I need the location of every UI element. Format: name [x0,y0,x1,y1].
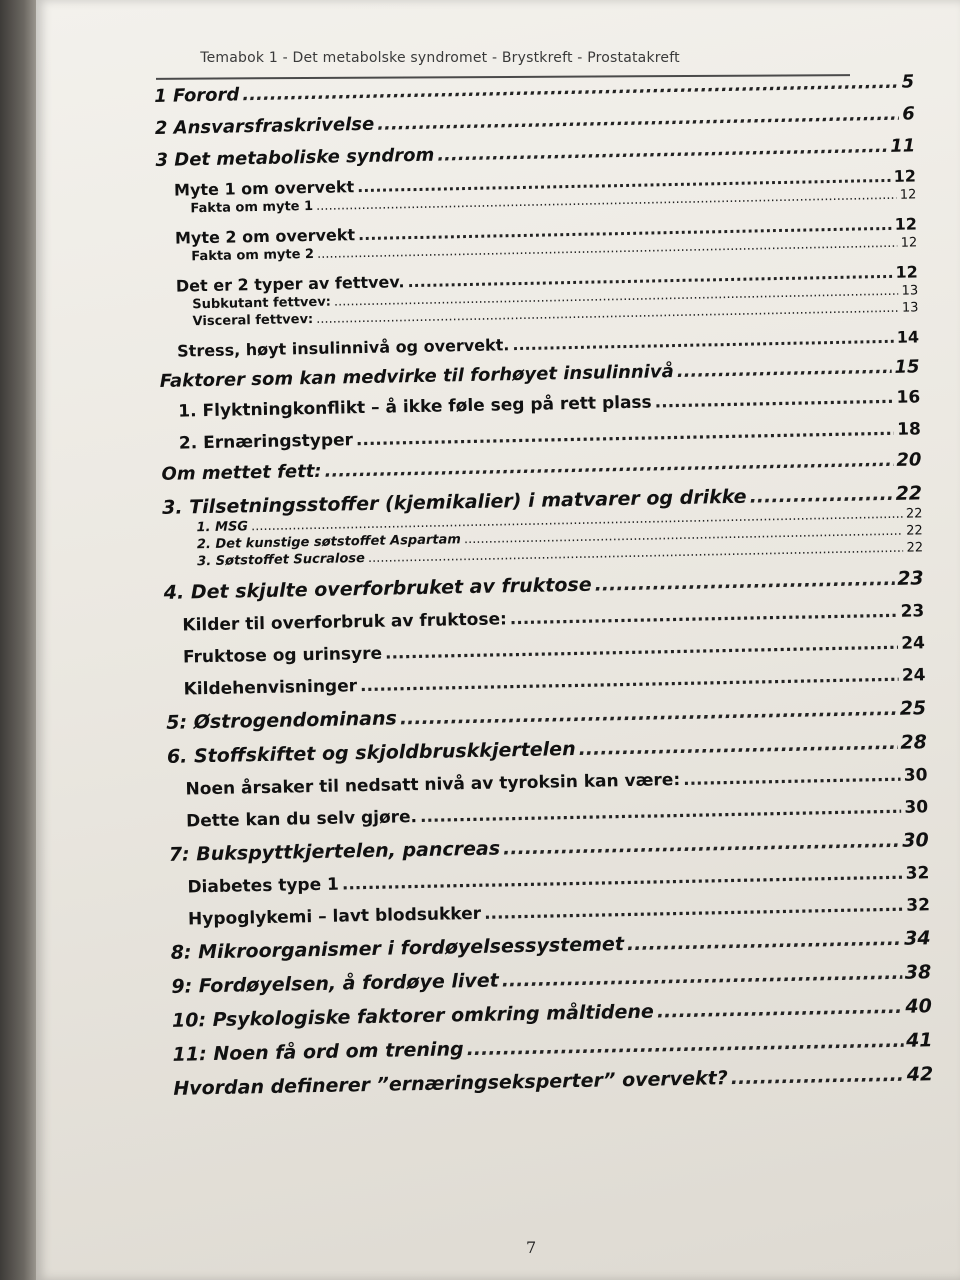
dot-leader [437,136,887,166]
dot-leader [683,766,901,790]
toc-entry-title: 4. Det skjulte overforbruket av fruktose [163,573,592,604]
dot-leader [385,634,899,664]
toc-entry-page: 18 [896,419,922,440]
toc-entry-page: 24 [901,633,926,654]
toc-entry [159,327,919,361]
toc-entry-page: 24 [901,665,926,686]
toc-entry-page: 30 [903,765,928,786]
dot-leader [655,388,894,413]
toc-entry-page: 23 [897,567,924,590]
dot-leader [594,568,894,596]
toc-entry-title: 9: Fordøyelsen, å fordøye livet [171,969,499,998]
toc-entry-title: 10: Psykologiske faktorer omkring måltidene [171,1000,655,1032]
toc-entry [164,567,924,604]
toc-entry [168,797,928,832]
toc-entry-title: Fakta om myte 1 [190,198,314,217]
toc-entry-page: 20 [896,449,922,471]
toc-entry [172,1029,932,1066]
toc-entry-title: 2 Ansvarsfraskrivelse [154,113,375,139]
toc-entry-title: Stress, høyt insulinnivå og overvekt. [176,335,510,361]
dot-leader [342,864,903,895]
toc-entry-title: 3 Det metaboliske syndrom [155,144,435,171]
toc-entry [161,419,921,454]
toc-entry [167,765,927,800]
running-header: Temabok 1 - Det metabolske syndromet - Brystkreft - Prostatakreft [200,50,680,66]
toc-entry-page: 12 [899,187,917,203]
dot-leader [749,483,892,508]
toc-entry-page: 14 [896,327,920,347]
dot-leader [360,666,899,696]
toc-entry-title: 11: Noen få ord om trening [172,1038,464,1066]
toc-entry-title: Fruktose og urinsyre [182,643,383,668]
dot-leader [400,698,897,730]
toc-entry-page: 5 [901,71,915,93]
toc-entry-title: Kilder til overforbruk av fruktose: [182,609,508,636]
toc-entry-page: 32 [906,895,931,916]
toc-entry [155,135,915,171]
dot-leader [578,732,897,760]
toc-entry [172,995,932,1032]
toc-entry-title: 2. Ernæringstyper [178,430,354,454]
table-of-contents [154,67,933,1099]
toc-entry-title: 3. Søtstoffet Sucralose [197,551,366,570]
toc-entry [155,103,915,139]
toc-entry-title: Det er 2 typer av fettvev. [175,272,405,296]
toc-entry-page: 40 [905,995,933,1018]
book-spine-shadow [0,0,40,1280]
toc-entry-title: 7: Bukspyttkjertelen, pancreas [168,837,501,866]
toc-entry-title: 1. Flyktningkonflikt – å ikke føle seg på rett plass [178,392,652,422]
toc-entry-title: Om mettet fett: [161,460,322,485]
toc-entry [165,633,925,668]
toc-entry-page: 13 [901,283,919,299]
toc-entry-title: Kildehenvisninger [183,676,358,700]
toc-entry [164,601,924,636]
toc-entry-page: 13 [901,300,919,316]
dot-leader [420,798,902,827]
toc-entry-page: 6 [902,103,915,125]
toc-entry-page: 12 [895,262,918,282]
toc-entry [160,356,920,392]
toc-entry-title: Visceral fettvev: [192,311,314,330]
toc-entry-title: 6. Stoffskiftet og skjoldbruskkjertelen [166,738,576,768]
toc-entry-page: 11 [890,135,916,157]
dot-leader [484,896,904,924]
dot-leader [677,357,892,382]
dot-leader [503,830,900,860]
toc-entry [173,1063,933,1100]
toc-entry-page: 22 [905,506,923,522]
toc-entry-page: 16 [896,387,921,408]
toc-entry-title: Faktorer som kan medvirke til forhøyet insulinnivå [159,361,674,392]
toc-entry-page: 41 [905,1029,933,1052]
page-number: 7 [526,1238,537,1257]
toc-entry-title: Dette kan du selv gjøre. [186,807,418,832]
toc-entry-page: 12 [900,235,918,251]
book-page [36,0,960,1280]
toc-entry-page: 30 [902,829,929,852]
toc-entry-page: 23 [900,601,925,622]
dot-leader [731,1064,904,1089]
toc-entry-title: Fakta om myte 2 [191,246,315,265]
toc-entry-page: 12 [894,214,918,234]
dot-leader [466,1030,903,1060]
toc-entry [169,863,929,898]
toc-entry-title: 5: Østrogendominans [166,707,398,734]
toc-entry [170,895,930,930]
dot-leader [324,450,893,482]
toc-entry [161,449,921,485]
toc-entry-page: 30 [904,797,929,818]
toc-entry-title: 1. MSG [196,519,249,536]
toc-entry-title: Hvordan definerer ”ernæringseksperter” overvekt? [173,1067,729,1100]
toc-entry [166,697,926,734]
toc-entry-page: 12 [893,166,917,186]
toc-entry-title: 8: Mikroorganismer i fordøyelsessystemet [170,933,625,964]
toc-entry-title: 1 Forord [154,84,240,107]
toc-entry-title: Noen årsaker til nedsatt nivå av tyroksin kan være: [185,770,681,800]
toc-entry-page: 38 [904,961,932,984]
toc-entry-title: Myte 2 om overvekt [174,225,356,248]
toc-entry-title: Diabetes type 1 [187,874,340,898]
toc-entry-page: 25 [899,697,927,720]
dot-leader [512,328,894,354]
toc-entry-page: 15 [894,356,920,378]
toc-entry-title: Myte 1 om overvekt [173,177,355,200]
toc-entry-title: Subkutant fettvev: [192,294,332,313]
toc-entry-page: 22 [895,482,923,505]
toc-entry [165,665,925,700]
toc-entry-page: 22 [906,523,923,539]
toc-entry [167,731,927,768]
dot-leader [657,996,903,1023]
toc-entry-page: 22 [906,540,924,556]
toc-entry-page: 32 [905,863,930,884]
toc-entry-title: 3. Tilsetningsstoffer (kjemikalier) i matvarer og drikke [161,485,747,519]
dot-leader [510,602,898,629]
dot-leader [356,420,895,450]
dot-leader [627,928,902,955]
toc-entry-page: 28 [900,731,928,754]
toc-entry-page: 34 [903,927,931,950]
dot-leader [377,104,899,135]
toc-entry-page: 42 [906,1063,934,1086]
toc-entry [171,961,931,998]
toc-entry [160,387,920,422]
toc-entry-title: Hypoglykemi – lavt blodsukker [187,903,482,930]
toc-entry [169,829,929,866]
toc-entry-title: 2. Det kunstige søtstoffet Aspartam [196,532,462,553]
dot-leader [502,962,902,992]
toc-entry [171,927,931,964]
